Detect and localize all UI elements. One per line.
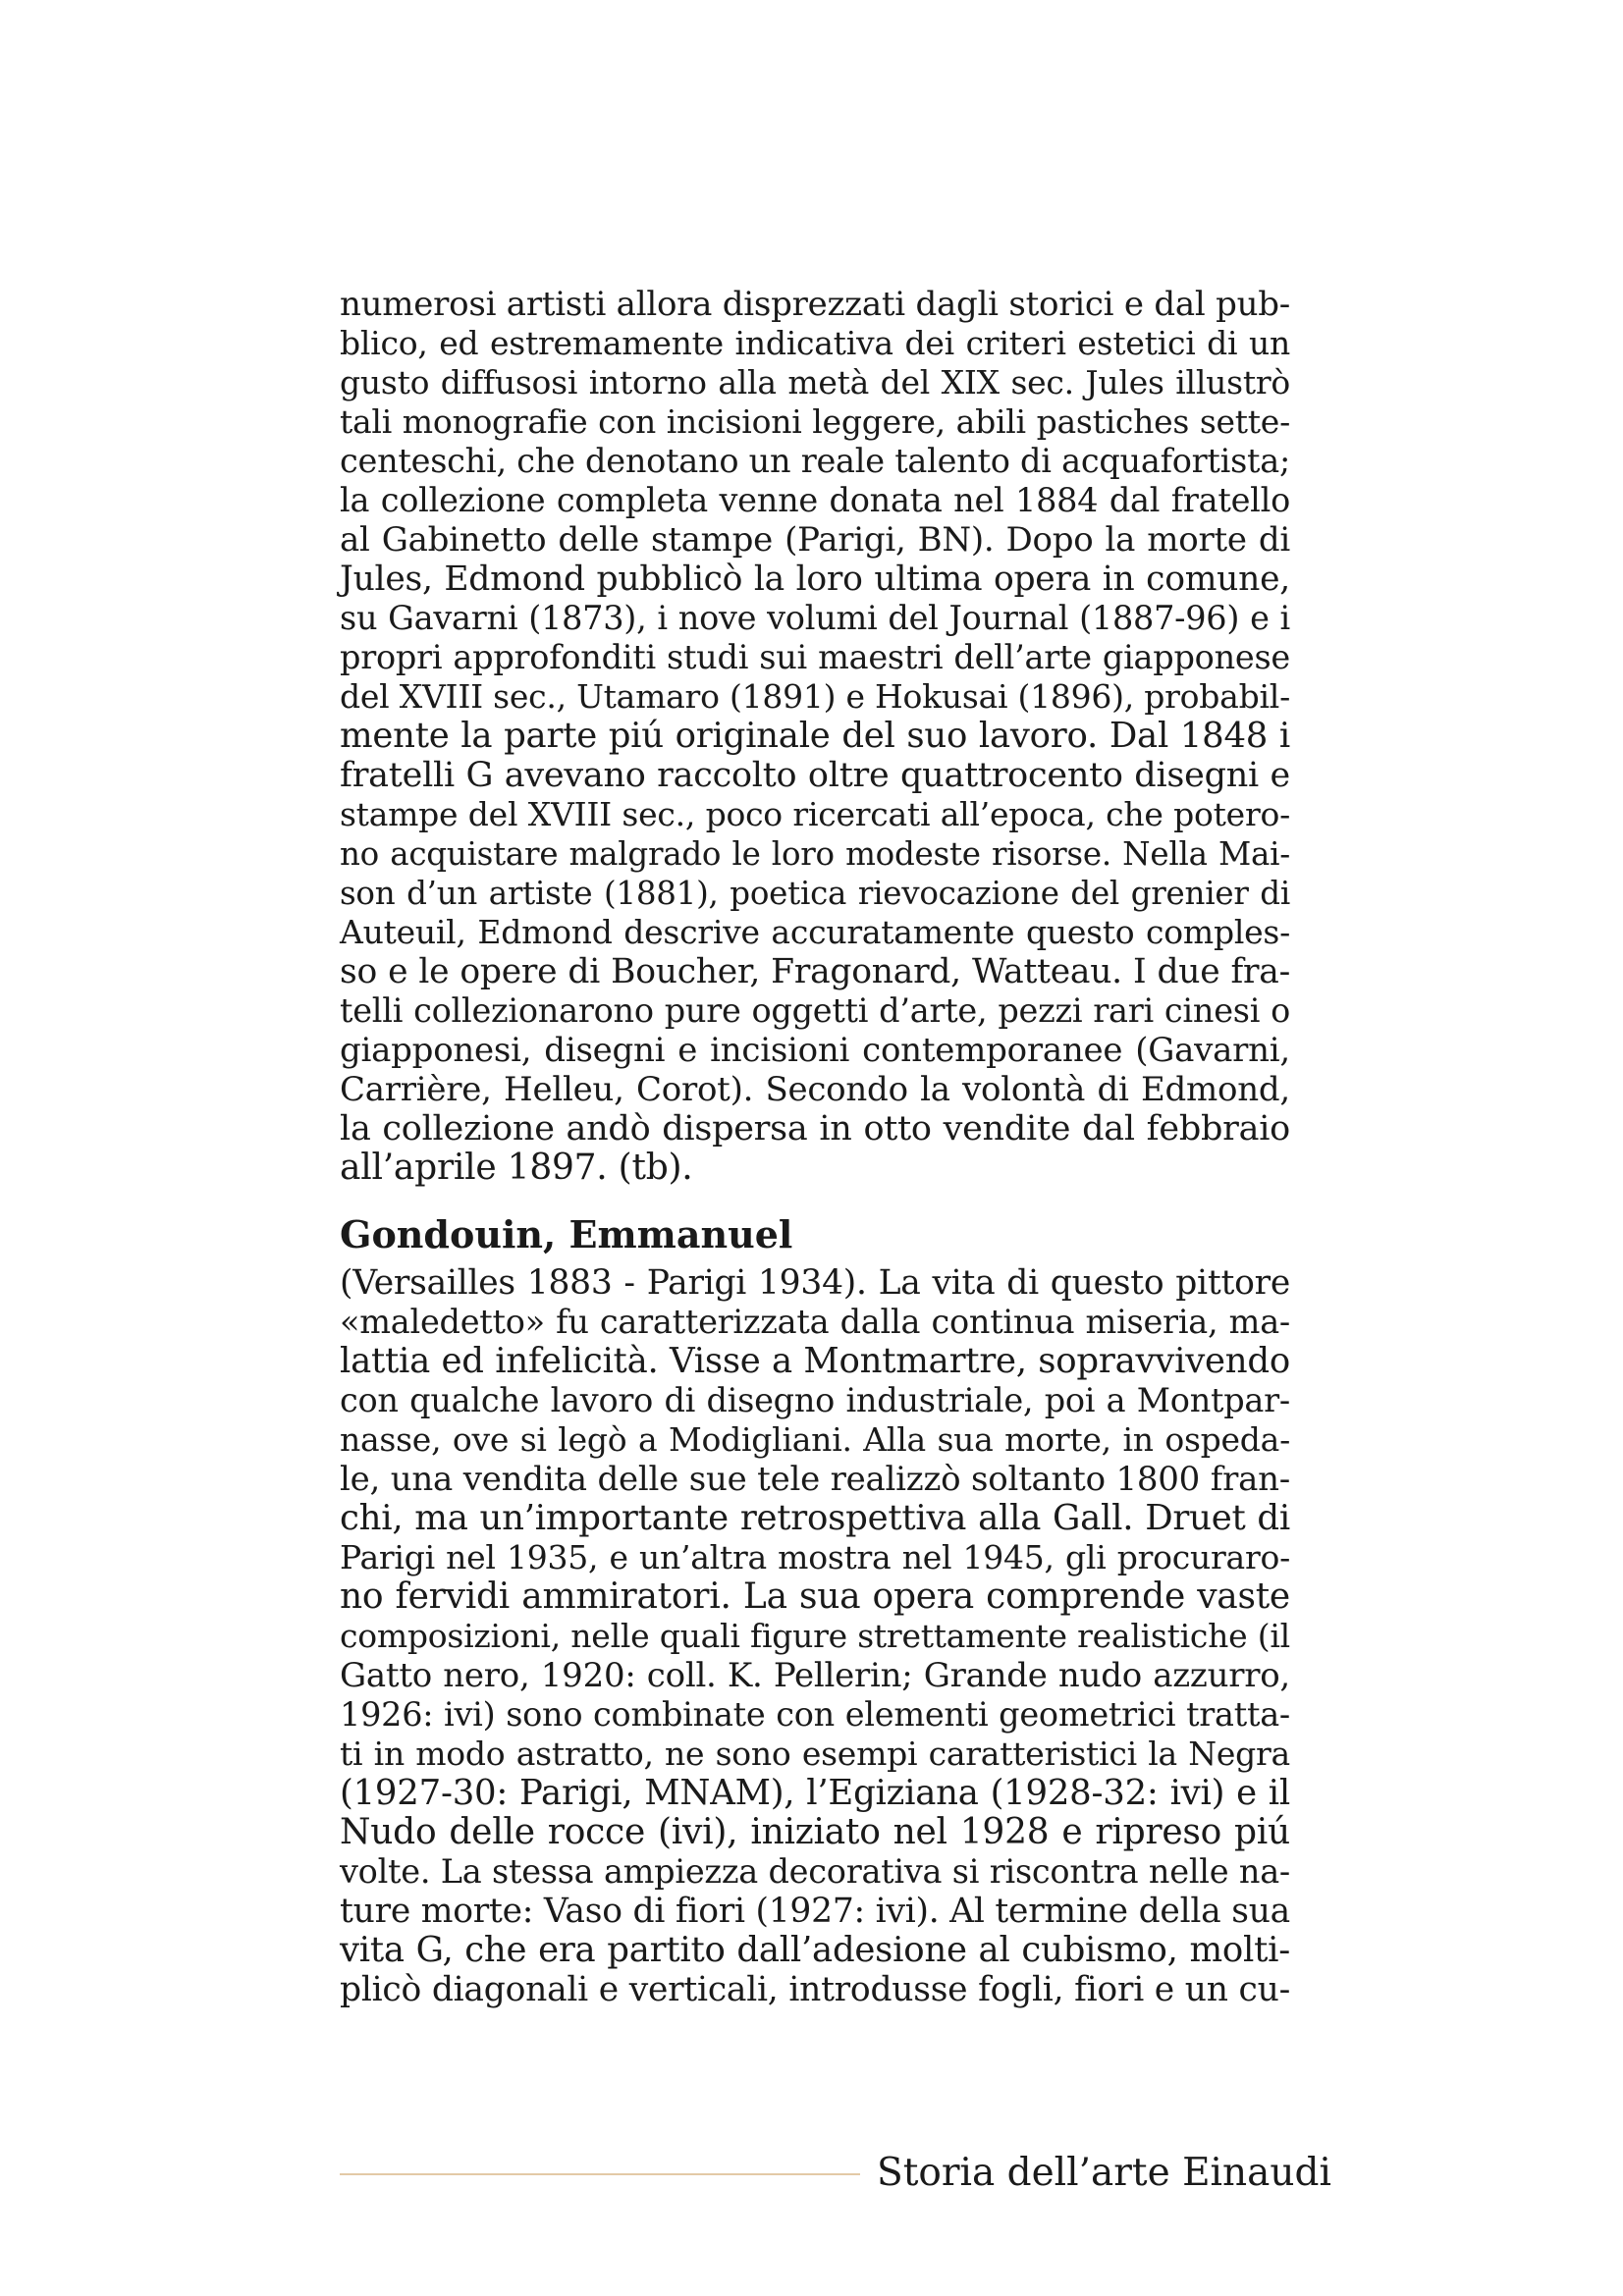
text-line: vita G, che era partito dall’adesione al cubismo, molti- [340,1930,1290,1970]
text-line: plicò diagonali e verticali, introdusse fogli, fiori e un cu- [340,1970,1290,2009]
text-line: Auteuil, Edmond descrive accuratamente questo comples- [340,913,1290,951]
text-line: con qualche lavoro di disegno industriale, poi a Montpar- [340,1381,1290,1419]
text-line: no acquistare malgrado le loro modeste risorse. Nella Mai- [340,835,1290,873]
text-line: le, una vendita delle sue tele realizzò soltanto 1800 fran- [340,1460,1290,1499]
text-line: la collezione andò dispersa in otto vendite dal febbraio [340,1109,1290,1148]
text-line: lattia ed infelicità. Visse a Montmartre, sopravvivendo [340,1341,1290,1381]
text-line: Gatto nero, 1920: coll. K. Pellerin; Grande nudo azzurro, [340,1656,1290,1695]
text-line: ti in modo astratto, ne sono esempi caratteristici la Negra [340,1735,1290,1773]
text-line: no fervidi ammiratori. La sua opera comprende vaste [340,1576,1290,1617]
text-line: so e le opere di Boucher, Fragonard, Watteau. I due fra- [340,952,1290,991]
text-line: Nudo delle rocce (ivi), iniziato nel 1928 e ripreso piú [340,1812,1290,1852]
text-line: mente la parte piú originale del suo lavoro. Dal 1848 i [340,716,1290,756]
text-line: Carrière, Helleu, Corot). Secondo la volontà di Edmond, [340,1070,1290,1109]
text-line: chi, ma un’importante retrospettiva alla Gall. Druet di [340,1498,1290,1538]
footer-label: Storia dell’arte Einaudi [877,2151,1331,2195]
text-line: Jules, Edmond pubblicò la loro ultima opera in comune, [340,560,1290,599]
text-line: (Versailles 1883 - Parigi 1934). La vita di questo pittore [340,1263,1290,1303]
footer-rule [340,2173,860,2175]
text-line: son d’un artiste (1881), poetica rievocazione del grenier di [340,875,1290,912]
text-line: fratelli G avevano raccolto oltre quattrocento disegni e [340,756,1290,795]
text-line: giapponesi, disegni e incisioni contemporanee (Gavarni, [340,1031,1290,1070]
text-line: 1926: ivi) sono combinate con elementi geometrici trattа- [340,1695,1290,1734]
text-line: Parigi nel 1935, e un’altra mostra nel 1945, gli procuraro- [340,1538,1290,1576]
text-line: blico, ed estremamente indicativa dei criteri estetici di un [340,324,1290,362]
text-line: la collezione completa venne donata nel 1884 dal fratello [340,481,1290,519]
text-line: ture morte: Vaso di fiori (1927: ivi). Al termine della sua [340,1892,1290,1931]
text-line: propri approfonditi studi sui maestri dell’arte giapponese [340,638,1290,676]
text-line: tali monografie con incisioni leggere, abili pastiches sette- [340,402,1290,441]
text-line: (1927-30: Parigi, MNAM), l’Egiziana (1928-32: ivi) e il [340,1773,1290,1813]
text-line: stampe del XVIII sec., poco ricercati all’epoca, che potero- [340,795,1290,833]
text-line: all’aprile 1897. (tb). [340,1148,693,1188]
text-line: su Gavarni (1873), i nove volumi del Journal (1887-96) e i [340,599,1290,637]
entry-continuation-text [340,285,1290,1188]
text-line: numerosi artisti allora disprezzati dagli storici e dal pub- [340,285,1290,324]
text-line: telli collezionarono pure oggetti d’arte, pezzi rari cinesi o [340,991,1290,1030]
entry-text [340,1263,1290,2009]
text-line: «maledetto» fu caratterizzata dalla continua miseria, ma- [340,1303,1290,1341]
text-line: composizioni, nelle quali figure strettamente realistiche (il [340,1617,1290,1655]
entry-heading: Gondouin, Emmanuel [340,1212,793,1256]
text-line: centeschi, che denotano un reale talento di acquafortista; [340,442,1290,480]
text-line: al Gabinetto delle stampe (Parigi, BN). Dopo la morte di [340,520,1290,560]
text-line: volte. La stessa ampiezza decorativa si riscontra nelle na- [340,1852,1290,1891]
text-line: gusto diffusosi intorno alla metà del XIX sec. Jules illustrò [340,363,1290,401]
text-line: del XVIII sec., Utamaro (1891) e Hokusai (1896), probabil- [340,677,1290,716]
text-line: nasse, ove si legò a Modigliani. Alla sua morte, in ospeda- [340,1420,1290,1459]
